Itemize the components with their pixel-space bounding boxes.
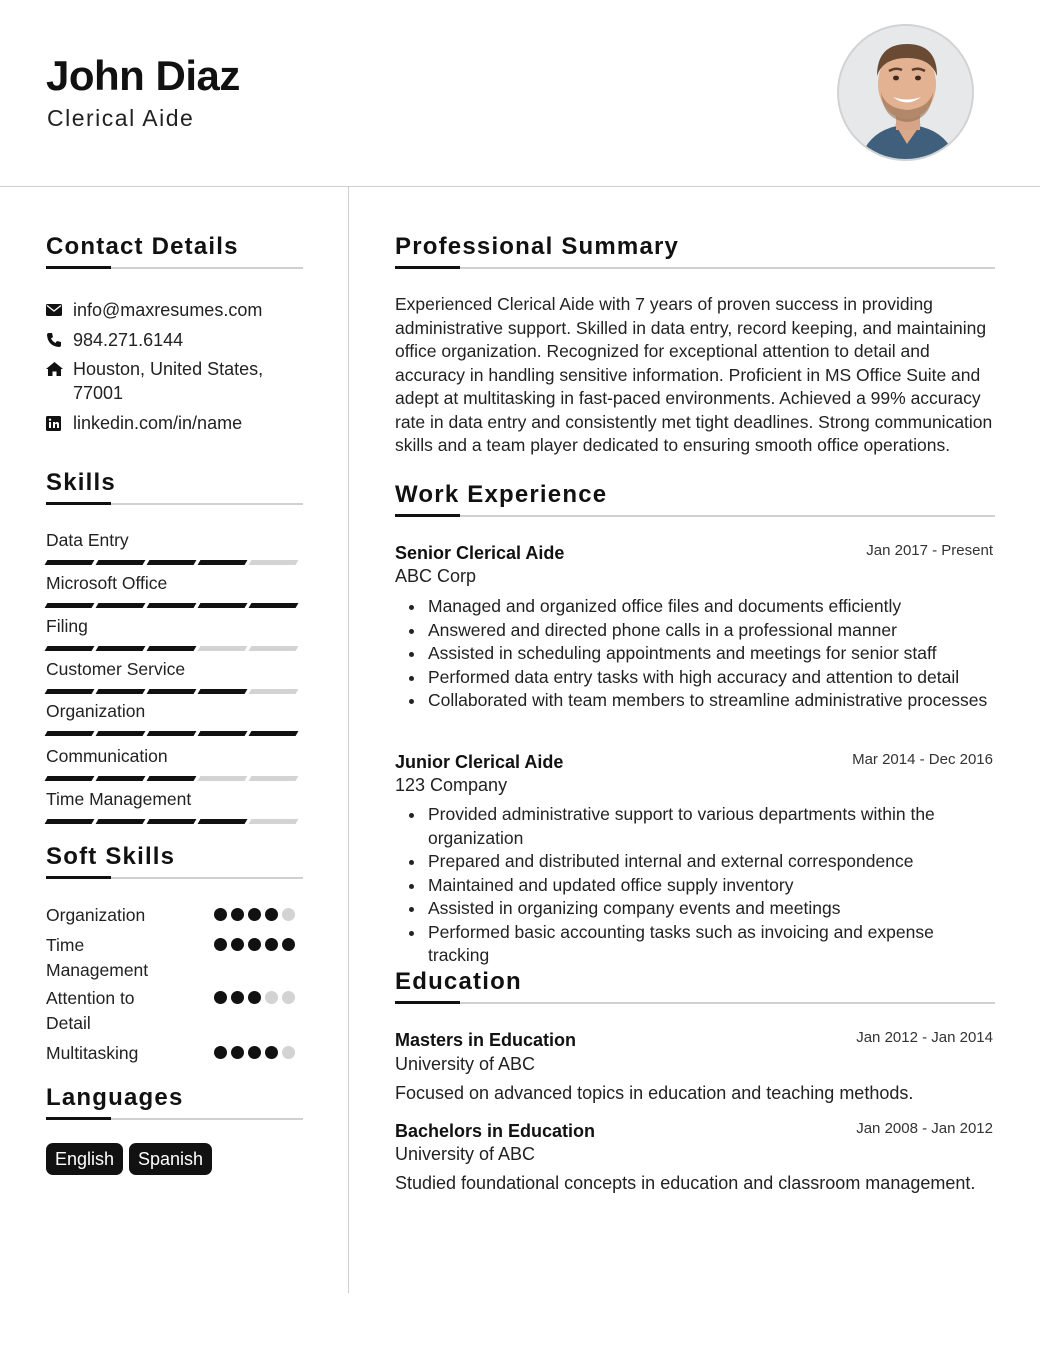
skill-level-bar [46, 646, 297, 651]
contact-phone[interactable] [46, 328, 283, 352]
summary-text: Experienced Clerical Aide with 7 years of proven success in providing administrative support. Skilled in data entry, record keeping, and maintaining office organization. Recognized for exceptional attention to detail and accuracy in handling sensitive information. Proficient in MS Office Suite and adept at multitasking in fast-paced environments. Achieved a 99% accuracy rate in data entry and consistently met tight deadlines. Strong communication skills and a team player dedicated to ensuring smooth office operations. [395, 294, 993, 455]
skill-label: Organization [46, 701, 146, 721]
list-item: Assisted in organizing company events and meetings [395, 897, 995, 921]
rating-dot [265, 991, 278, 1004]
rating-dot [248, 938, 261, 951]
skill-level-segment [96, 731, 146, 736]
skill-level-segment [45, 776, 95, 781]
job-dates: Mar 2014 - Dec 2016 [852, 751, 993, 768]
degree-description: Studied foundational concepts in education and classroom management. [395, 1173, 976, 1193]
rating-dot [248, 1046, 261, 1059]
job-company: 123 Company [395, 775, 508, 795]
skill-label: Time Management [46, 789, 192, 809]
skill-level-segment [198, 776, 248, 781]
degree-dates: Jan 2008 - Jan 2012 [856, 1120, 993, 1137]
skill-level-segment [147, 646, 197, 651]
education-section-rule [395, 1002, 995, 1004]
skill-level-segment [96, 560, 146, 565]
skill-level-segment [147, 689, 197, 694]
job-dates: Jan 2017 - Present [866, 542, 993, 559]
skill-level-segment [249, 603, 299, 608]
rating-dot [248, 908, 261, 921]
list-item: Assisted in scheduling appointments and meetings for senior staff [395, 642, 995, 666]
skill-label: Customer Service [46, 659, 186, 679]
skill-level-segment [45, 819, 95, 824]
degree-title: Bachelors in Education [395, 1121, 596, 1141]
skill-level-segment [198, 689, 248, 694]
work-section-title: Work Experience [395, 481, 608, 508]
skill-level-bar [46, 776, 297, 781]
language-pill: English [46, 1143, 123, 1175]
skill-level-bar [46, 731, 297, 736]
rating-dot [214, 908, 227, 921]
language-pill: Spanish [129, 1143, 212, 1175]
soft-skill-rating [214, 1046, 295, 1059]
skill-level-bar [46, 560, 297, 565]
address-text: Houston, United States, 77001 [73, 359, 264, 403]
skill-level-segment [45, 646, 95, 651]
degree-title: Masters in Education [395, 1030, 577, 1050]
rating-dot [265, 1046, 278, 1059]
skill-level-segment [249, 689, 299, 694]
resume-header [0, 0, 1040, 187]
linkedin-icon [46, 411, 73, 435]
skills-section-rule [46, 503, 303, 505]
school-name: University of ABC [395, 1144, 536, 1164]
job-company: ABC Corp [395, 566, 477, 586]
skill-level-segment [198, 731, 248, 736]
work-section-rule [395, 515, 995, 517]
job-title: Senior Clerical Aide [395, 543, 565, 563]
skill-level-segment [249, 646, 299, 651]
soft-skill-rating [214, 938, 295, 951]
soft-skill-rating [214, 991, 295, 1004]
list-item: Performed basic accounting tasks such as invoicing and expense tracking [395, 921, 995, 968]
skill-level-segment [198, 819, 248, 824]
school-name: University of ABC [395, 1054, 536, 1074]
profile-photo [837, 24, 974, 161]
skill-level-segment [198, 646, 248, 651]
list-item: Collaborated with team members to streamline administrative processes [395, 689, 995, 713]
rating-dot [214, 1046, 227, 1059]
skill-label: Data Entry [46, 530, 129, 550]
skill-level-bar [46, 603, 297, 608]
soft-skill-label: Time Management [46, 935, 149, 980]
contact-email[interactable] [46, 298, 283, 322]
linkedin-text: linkedin.com/in/name [73, 413, 243, 433]
skill-level-segment [45, 603, 95, 608]
contact-section-rule [46, 267, 303, 269]
rating-dot [214, 991, 227, 1004]
home-icon [46, 357, 73, 381]
avatar [839, 26, 974, 161]
candidate-title: Clerical Aide [47, 105, 195, 131]
phone-text: 984.271.6144 [73, 330, 184, 350]
skill-level-segment [147, 603, 197, 608]
rating-dot [231, 1046, 244, 1059]
list-item: Provided administrative support to various departments within the organization [395, 803, 995, 850]
skill-level-segment [96, 689, 146, 694]
contact-address [46, 357, 283, 405]
list-item: Maintained and updated office supply inventory [395, 874, 995, 898]
candidate-name: John Diaz [46, 52, 240, 99]
soft-skill-label: Multitasking [46, 1043, 139, 1063]
rating-dot [231, 908, 244, 921]
summary-section-title: Professional Summary [395, 233, 680, 260]
skill-level-segment [249, 819, 299, 824]
job-title: Junior Clerical Aide [395, 752, 564, 772]
skill-level-segment [45, 731, 95, 736]
skill-level-segment [147, 776, 197, 781]
contact-linkedin[interactable] [46, 411, 283, 435]
column-divider [348, 187, 349, 1293]
soft-skill-label: Attention to Detail [46, 988, 135, 1033]
list-item: Answered and directed phone calls in a professional manner [395, 619, 995, 643]
phone-icon [46, 328, 73, 352]
skill-level-segment [96, 646, 146, 651]
rating-dot [282, 1046, 295, 1059]
skill-level-segment [147, 819, 197, 824]
rating-dot [248, 991, 261, 1004]
skill-level-segment [249, 731, 299, 736]
skill-level-segment [96, 819, 146, 824]
rating-dot [265, 938, 278, 951]
rating-dot [282, 991, 295, 1004]
skills-section-title: Skills [46, 469, 116, 496]
list-item: Performed data entry tasks with high accuracy and attention to detail [395, 666, 995, 690]
languages-section-title: Languages [46, 1084, 184, 1111]
soft-skills-section-rule [46, 877, 303, 879]
rating-dot [231, 991, 244, 1004]
envelope-icon [46, 298, 73, 322]
skill-level-segment [147, 731, 197, 736]
skill-label: Microsoft Office [46, 573, 168, 593]
degree-description: Focused on advanced topics in education and teaching methods. [395, 1083, 914, 1103]
skill-level-segment [249, 776, 299, 781]
skill-level-bar [46, 689, 297, 694]
skill-label: Communication [46, 746, 168, 766]
list-item: Managed and organized office files and documents efficiently [395, 595, 995, 619]
soft-skill-rating [214, 908, 295, 921]
job-bullets [395, 595, 995, 713]
email-text: info@maxresumes.com [73, 300, 263, 320]
skill-level-segment [96, 603, 146, 608]
skill-level-segment [45, 689, 95, 694]
soft-skill-label: Organization [46, 905, 146, 925]
rating-dot [214, 938, 227, 951]
skill-label: Filing [46, 616, 88, 636]
soft-skills-section-title: Soft Skills [46, 843, 176, 870]
list-item: Prepared and distributed internal and external correspondence [395, 850, 995, 874]
summary-section-rule [395, 267, 995, 269]
job-bullets [395, 803, 995, 968]
degree-dates: Jan 2012 - Jan 2014 [856, 1029, 993, 1046]
rating-dot [282, 938, 295, 951]
education-section-title: Education [395, 968, 522, 995]
skill-level-bar [46, 819, 297, 824]
skill-level-segment [96, 776, 146, 781]
rating-dot [265, 908, 278, 921]
contact-section-title: Contact Details [46, 233, 239, 260]
skill-level-segment [249, 560, 299, 565]
languages-section-rule [46, 1118, 303, 1120]
skill-level-segment [45, 560, 95, 565]
rating-dot [231, 938, 244, 951]
skill-level-segment [198, 603, 248, 608]
rating-dot [282, 908, 295, 921]
skill-level-segment [198, 560, 248, 565]
skill-level-segment [147, 560, 197, 565]
